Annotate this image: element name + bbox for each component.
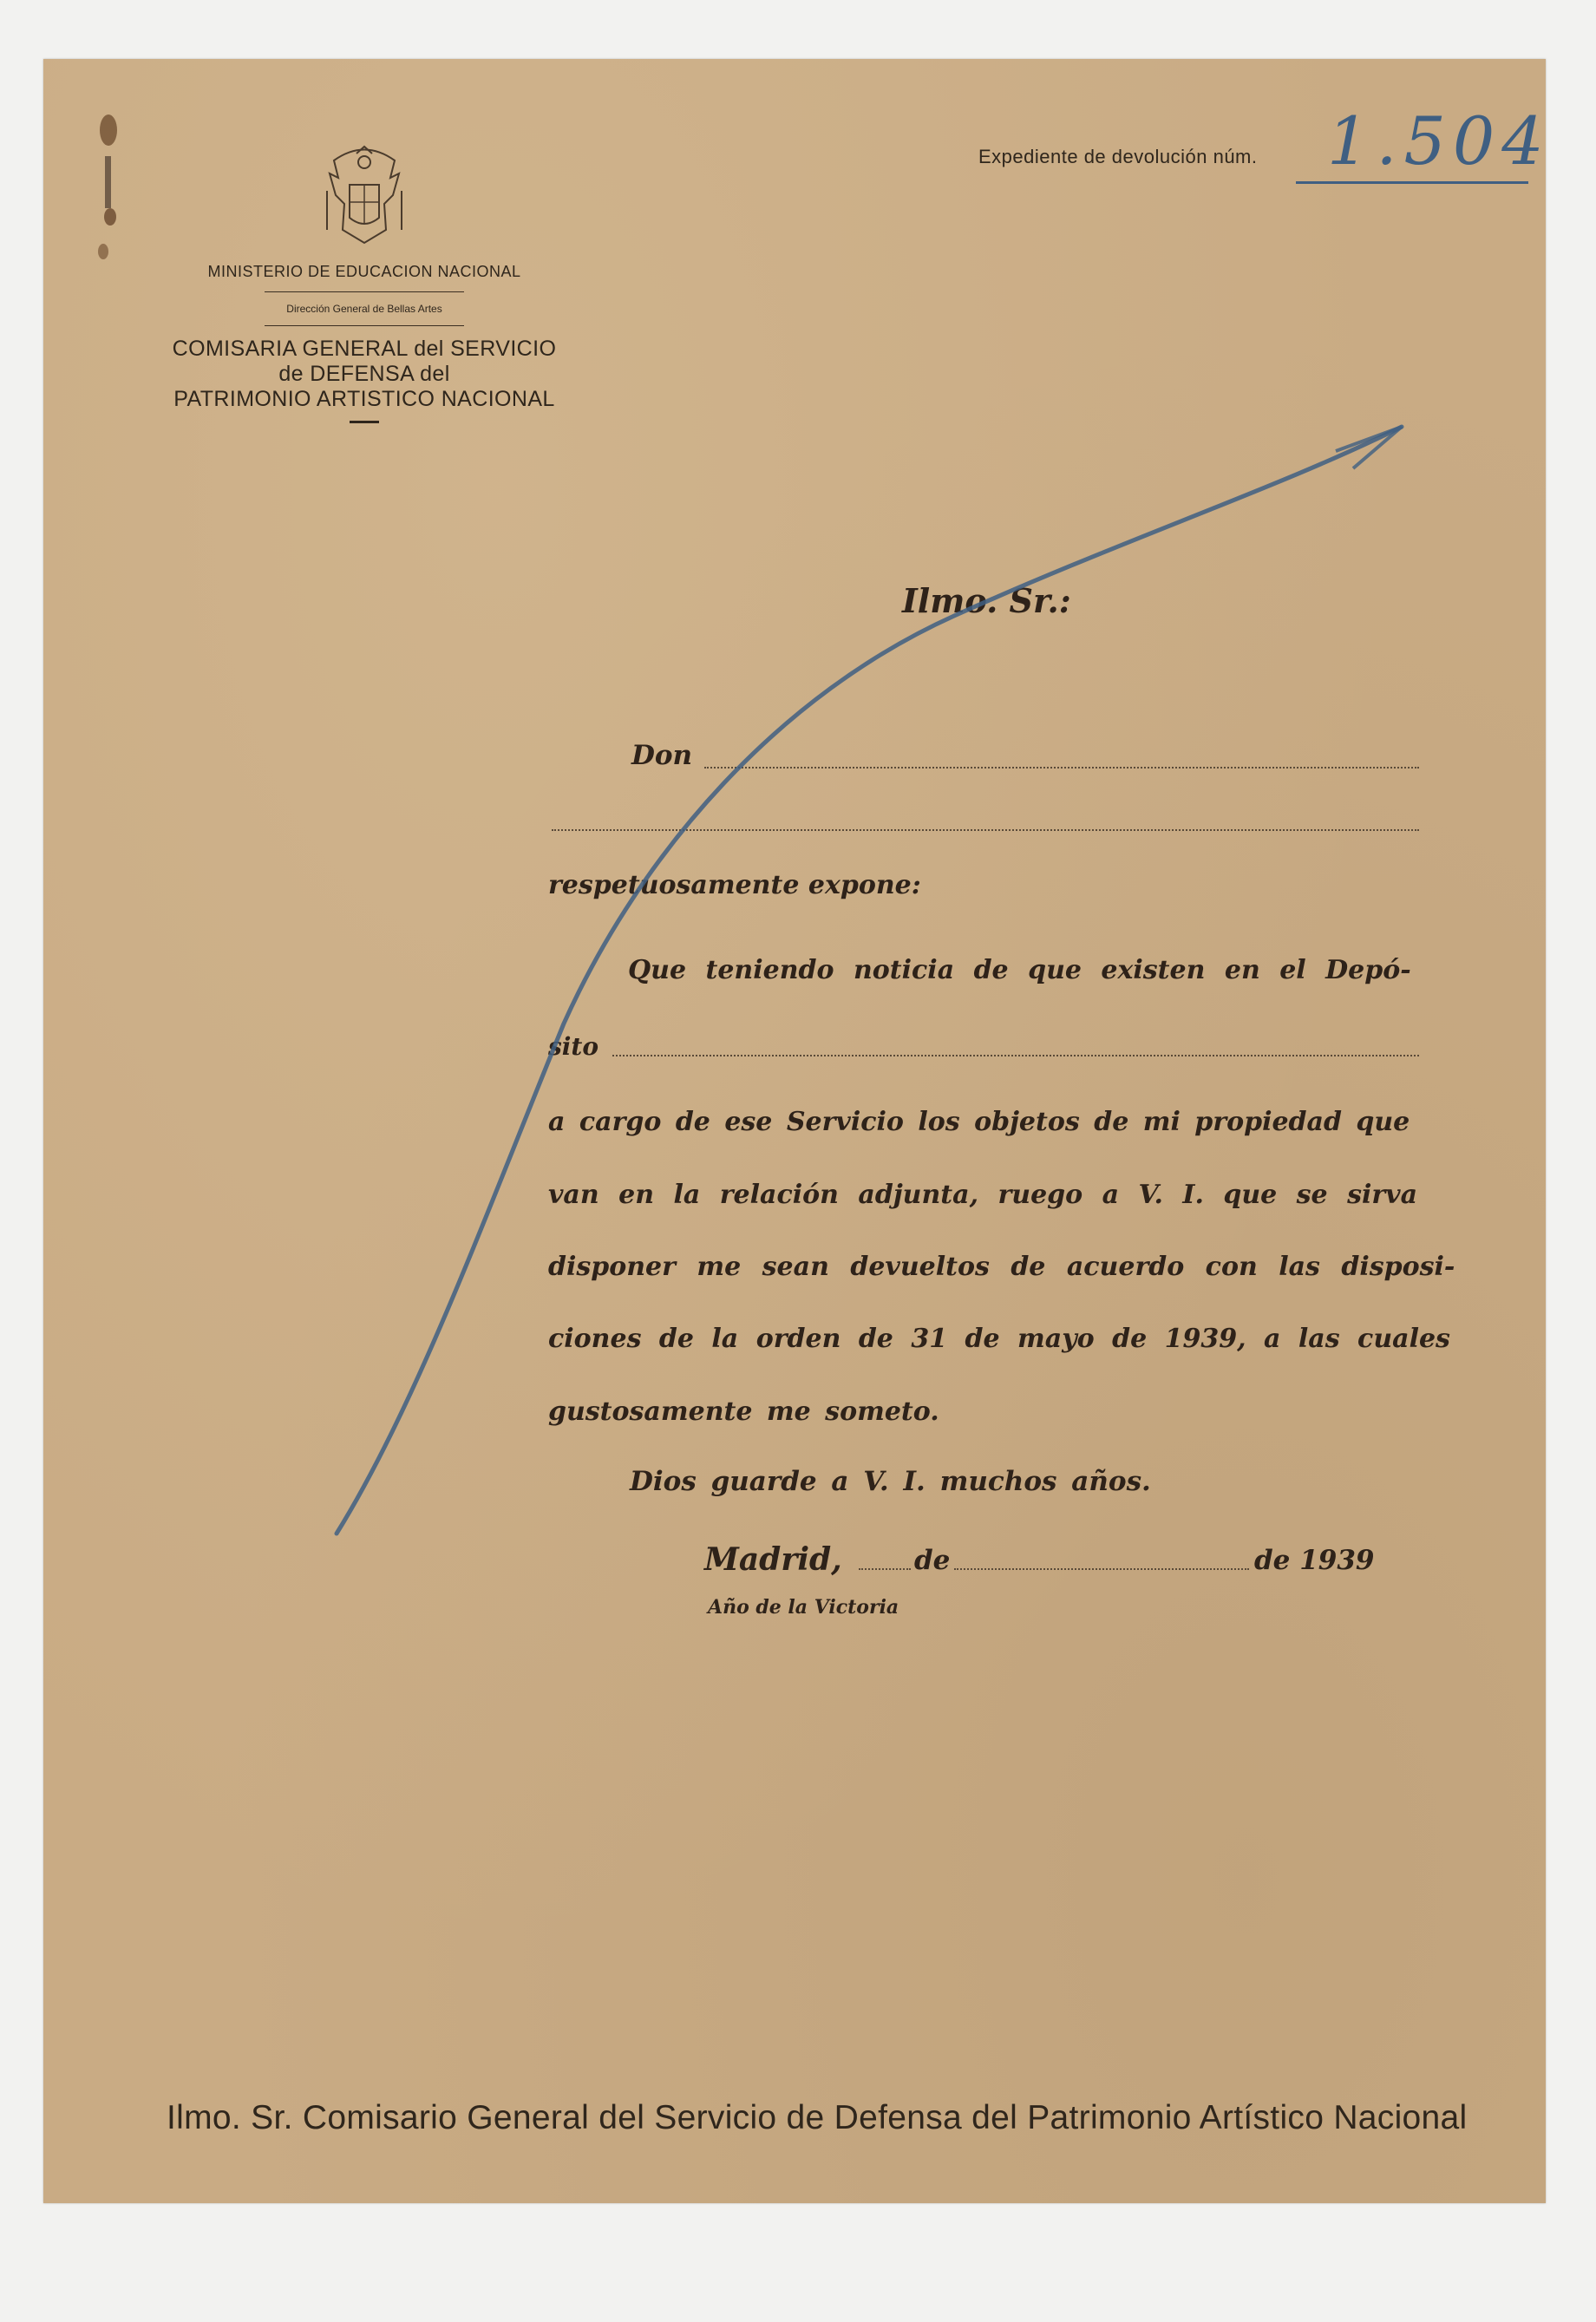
closing-formula: Dios guarde a V. I. muchos años. <box>630 1466 1151 1497</box>
letterhead <box>130 143 598 423</box>
year-motto: Año de la Victoria <box>708 1596 899 1619</box>
staple-mark <box>91 104 126 278</box>
ministry-name: MINISTERIO DE EDUCACION NACIONAL <box>207 263 521 280</box>
body-line-6: ciones de la orden de 31 de mayo de 1939, a las cuales <box>548 1324 1450 1354</box>
divider <box>265 291 464 292</box>
addressee-footer: Ilmo. Sr. Comisario General del Servicio de Defensa del Patrimonio Artístico Nacional <box>167 2099 1468 2136</box>
expediente-label: Expediente de devolución núm. <box>978 146 1258 167</box>
day-field-line <box>859 1568 911 1570</box>
comisaria-line-2: de DEFENSA del <box>278 362 450 386</box>
expediente-number: 1.504 <box>1327 102 1551 180</box>
comisaria-line-1: COMISARIA GENERAL del SERVICIO <box>172 337 557 361</box>
salutation: Ilmo. Sr.: <box>902 581 1071 620</box>
month-field-line <box>954 1568 1249 1570</box>
de-label: de <box>914 1545 951 1576</box>
body-line-3: a cargo de ese Servicio los objetos de mi propiedad que <box>548 1107 1410 1137</box>
year-label: de 1939 <box>1254 1545 1375 1576</box>
body-line-7: gustosamente me someto. <box>548 1396 939 1427</box>
coat-of-arms-icon <box>317 143 412 247</box>
body-line-1: Que teniendo noticia de que existen en el Depó- <box>628 955 1411 985</box>
name-field-line <box>704 767 1419 769</box>
expediente-underline <box>1296 181 1528 184</box>
body-line-5: disponer me sean devueltos de acuerdo con las disposi- <box>548 1252 1455 1282</box>
place-madrid: Madrid, <box>704 1541 842 1578</box>
don-label: Don <box>631 740 693 771</box>
body-line-4: van en la relación adjunta, ruego a V. I. que se sirva <box>548 1180 1418 1210</box>
body-line-2: sito <box>548 1032 599 1061</box>
name-field-line-2 <box>552 829 1419 831</box>
direccion-general: Dirección General de Bellas Artes <box>286 303 442 315</box>
divider <box>265 325 464 326</box>
divider <box>350 421 379 423</box>
deposito-field-line <box>612 1055 1419 1056</box>
comisaria-line-3: PATRIMONIO ARTISTICO NACIONAL <box>173 387 555 411</box>
expone-text: respetuosamente expone: <box>548 870 921 900</box>
